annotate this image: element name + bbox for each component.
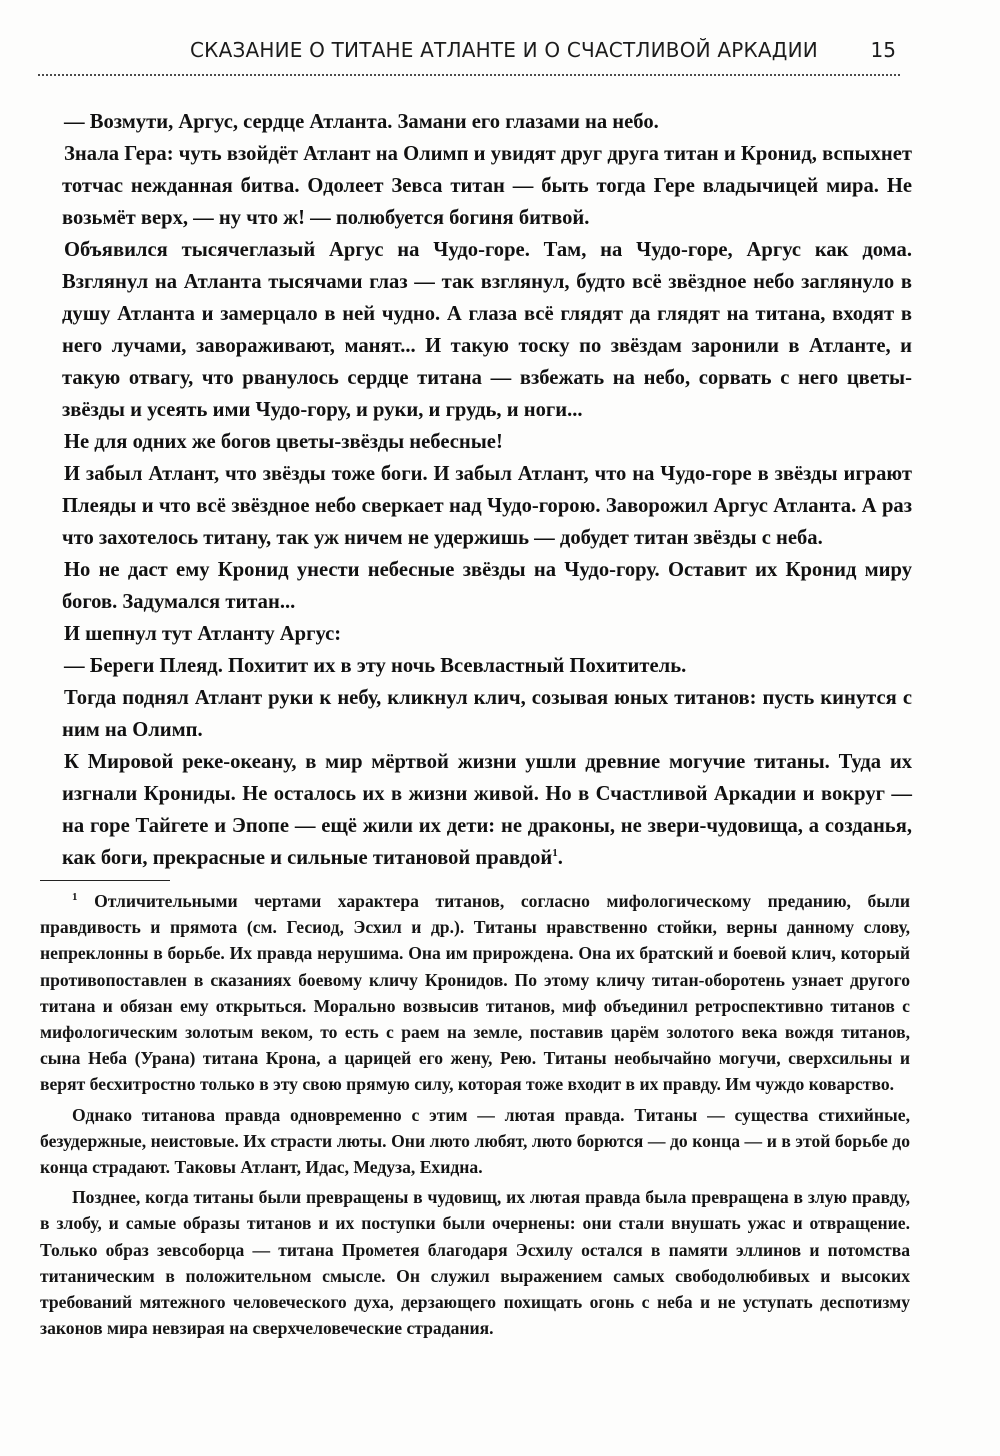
paragraph-last: [62, 746, 912, 874]
footnotes: [40, 888, 910, 1345]
footnote-paragraph: Позднее, когда титаны были превращены в чудовищ, их лютая правда была превращена в злую правду, в злобу, и самые образы титанов и их поступки были очернены: они стали внушать ужас и отвращение. Только образ зевсоборца — титана Прометея благодаря Эсхилу остался в памяти эллинов и потомства титаническим в положительном смысле. Он служил выражением самых свободолюбивых и высоких требований мятежного человеческого духа, дерзающего похищать огонь с неба и не уступать деспотизму законов мира невзирая на сверхчеловеческие страдания.: [40, 1187, 910, 1339]
page-number: 15: [870, 38, 896, 62]
paragraph: Объявился тысячеглазый Аргус на Чудо-горе. Там, на Чудо-горе, Аргус как дома. Взглянул на Атланта тысячами глаз — так взглянул, будто всё звёздное небо заглянуло в душу Атланта и замерцало в ней чудно. А глаза всё глядят да глядят на титана, входят в него лучами, завораживают, манят... И такую тоску по звёздам заронили в Атланте, и такую отвагу, что рванулось сердце титана — взбежать на небо, сорвать с него цветы-звёзды и усеять ими Чудо-гору, и руки, и грудь, и ноги...: [62, 239, 912, 421]
footnote-text: Отличительными чертами характера титанов, согласно мифологическому преданию, были правдивость и прямота (см. Гесиод, Эсхил и др.). Титаны нравственно стойки, верны данному слову, непреклонны в борьбе. Их правда нерушима. Она им прирождена. Она их братский и боевой клич, который противопоставлен в сказаниях боевому кличу Кронидов. По этому кличу титан-оборотень узнает другого титана и обязан ему открыться. Морально возвысив титанов, миф объединил ретроспективно титанов с мифологическим золотым веком, то есть с раем на земле, поставив царём золотого века вождя титанов, сына Неба (Урана) титана Крона, а царицей его жену, Рею. Титаны необычайно могучи, сверхсильны и верят бесхитростно только в эту свою прямую силу, которая тоже входит в их правду. Им чуждо коварство.: [40, 891, 911, 1095]
running-header: [38, 34, 900, 76]
footnote-number: 1: [72, 891, 78, 904]
paragraph: И шепнул тут Атланту Аргус:: [64, 623, 342, 645]
paragraph: Тогда поднял Атлант руки к небу, кликнул клич, созывая юных титанов: пусть кинутся с ним на Олимп.: [62, 687, 912, 741]
paragraph: — Береги Плеяд. Похитит их в эту ночь Всевластный Похититель.: [64, 655, 687, 677]
footnote-paragraph: [40, 888, 910, 1098]
paragraph-last-period: .: [557, 847, 563, 869]
paragraph-last-text: К Мировой реке-океану, в мир мёртвой жизни ушли древние могучие титаны. Туда их изгнали Крониды. Не осталось их в жизни живой. Но в Счастливой Аркадии и вокруг — на горе Тайгете и Эпопе — ещё жили их дети: не драконы, не звери-чудовища, а созданья, как боги, прекрасные и сильные титановой правдой: [62, 751, 912, 869]
paragraph: — Возмути, Аргус, сердце Атланта. Замани его глазами на небо.: [64, 111, 659, 133]
main-text: [62, 106, 912, 874]
paragraph: Не для одних же богов цветы-звёзды небесные!: [64, 431, 503, 453]
paragraph: Знала Гера: чуть взойдёт Атлант на Олимп и увидят друг друга титан и Кронид, вспыхнет тотчас нежданная битва. Одолеет Зевса титан — быть тогда Гере владычицей мира. Не возьмёт верх, — ну что ж! — полюбуется богиня битвой.: [62, 143, 912, 229]
paragraph: Но не даст ему Кронид унести небесные звёзды на Чудо-гору. Оставит их Кронид миру богов. Задумался титан...: [62, 559, 912, 613]
footnote-paragraph: Однако титанова правда одновременно с этим — лютая правда. Титаны — существа стихийные, безудержные, неистовые. Их страсти люты. Они люто любят, люто борются — до конца — и в этой борьбе до конца страдают. Таковы Атлант, Идас, Медуза, Ехидна.: [40, 1104, 910, 1178]
paragraph: И забыл Атлант, что звёзды тоже боги. И забыл Атлант, что на Чудо-горе в звёзды играют Плеяды и что всё звёздное небо сверкает над Чудо-горою. Заворожил Аргус Атланта. А раз что захотелось титану, так уж ничем не удержишь — добудет титан звёзды с неба.: [62, 463, 912, 549]
running-title: СКАЗАНИЕ О ТИТАНЕ АТЛАНТЕ И О СЧАСТЛИВОЙ АРКАДИИ: [190, 38, 818, 62]
footnote-reference[interactable]: 1: [552, 847, 558, 860]
footnote-separator: [40, 880, 170, 881]
